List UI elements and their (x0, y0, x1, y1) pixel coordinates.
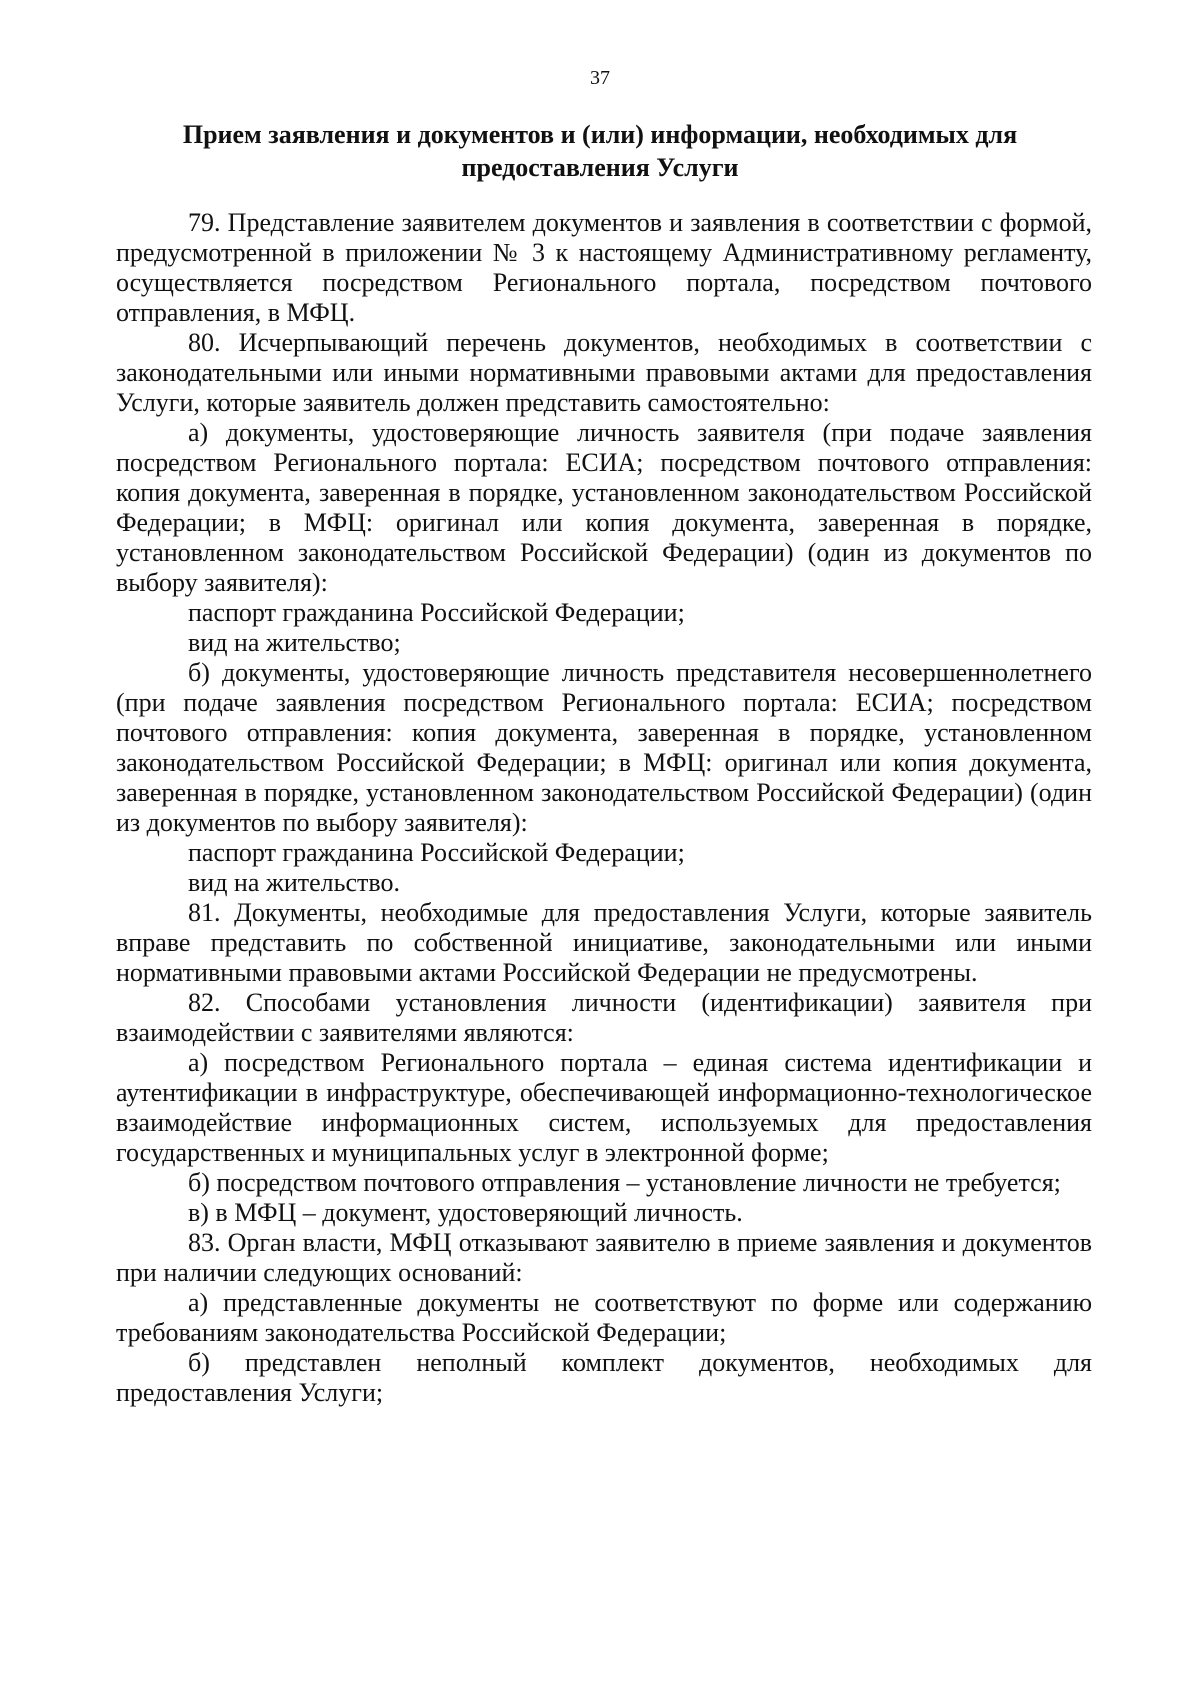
list-item-passport: паспорт гражданина Российской Федерации; (188, 838, 685, 867)
document-body (116, 208, 1092, 1408)
paragraph-82-b: б) посредством почтового отправления – установление личности не требуется; (188, 1168, 1061, 1197)
section-heading: Прием заявления и документов и (или) информации, необходимых для предоставления Услуги (182, 120, 1018, 182)
paragraph-83: 83. Орган власти, МФЦ отказывают заявителю в приеме заявления и документов при наличии следующих оснований: (116, 1228, 1092, 1287)
paragraph-80-b: б) документы, удостоверяющие личность представителя несовершеннолетнего (при подаче заявления посредством Регионального портала: ЕСИА; посредством почтового отправления: копия документа, заверенная в порядке, установленном законодательством Российской Федерации; в МФЦ: оригинал или копия документа, заверенная в порядке, установленном законодательством Российской Федерации) (один из документов по выбору заявителя): (116, 658, 1092, 837)
paragraph-83-b: б) представлен неполный комплект документов, необходимых для предоставления Услуги; (116, 1348, 1092, 1407)
page-number: 37 (590, 67, 610, 89)
paragraph-82-a: а) посредством Регионального портала – единая система идентификации и аутентификации в инфраструктуре, обеспечивающей информационно-технологическое взаимодействие информационных систем, используемых для предоставления государственных и муниципальных услуг в электронной форме; (116, 1048, 1092, 1167)
paragraph-80: 80. Исчерпывающий перечень документов, необходимых в соответствии с законодательными или иными нормативными правовыми актами для предоставления Услуги, которые заявитель должен представить самостоятельно: (116, 328, 1092, 417)
paragraph-81: 81. Документы, необходимые для предоставления Услуги, которые заявитель вправе представить по собственной инициативе, законодательными или иными нормативными правовыми актами Российской Федерации не предусмотрены. (116, 898, 1092, 987)
list-item-passport: паспорт гражданина Российской Федерации; (188, 598, 685, 627)
paragraph-82-v: в) в МФЦ – документ, удостоверяющий личность. (188, 1198, 743, 1227)
list-item-residence-permit: вид на жительство. (188, 868, 400, 897)
paragraph-80-a: а) документы, удостоверяющие личность заявителя (при подаче заявления посредством Регионального портала: ЕСИА; посредством почтового отправления: копия документа, заверенная в порядке, установленном законодательством Российской Федерации; в МФЦ: оригинал или копия документа, заверенная в порядке, установленном законодательством Российской Федерации) (один из документов по выбору заявителя): (116, 418, 1092, 597)
paragraph-82: 82. Способами установления личности (идентификации) заявителя при взаимодействии с заявителями являются: (116, 988, 1092, 1047)
paragraph-79: 79. Представление заявителем документов и заявления в соответствии с формой, предусмотренной в приложении № 3 к настоящему Административному регламенту, осуществляется посредством Регионального портала, посредством почтового отправления, в МФЦ. (116, 208, 1092, 327)
paragraph-83-a: а) представленные документы не соответствуют по форме или содержанию требованиям законодательства Российской Федерации; (116, 1288, 1092, 1347)
list-item-residence-permit: вид на жительство; (188, 628, 401, 657)
